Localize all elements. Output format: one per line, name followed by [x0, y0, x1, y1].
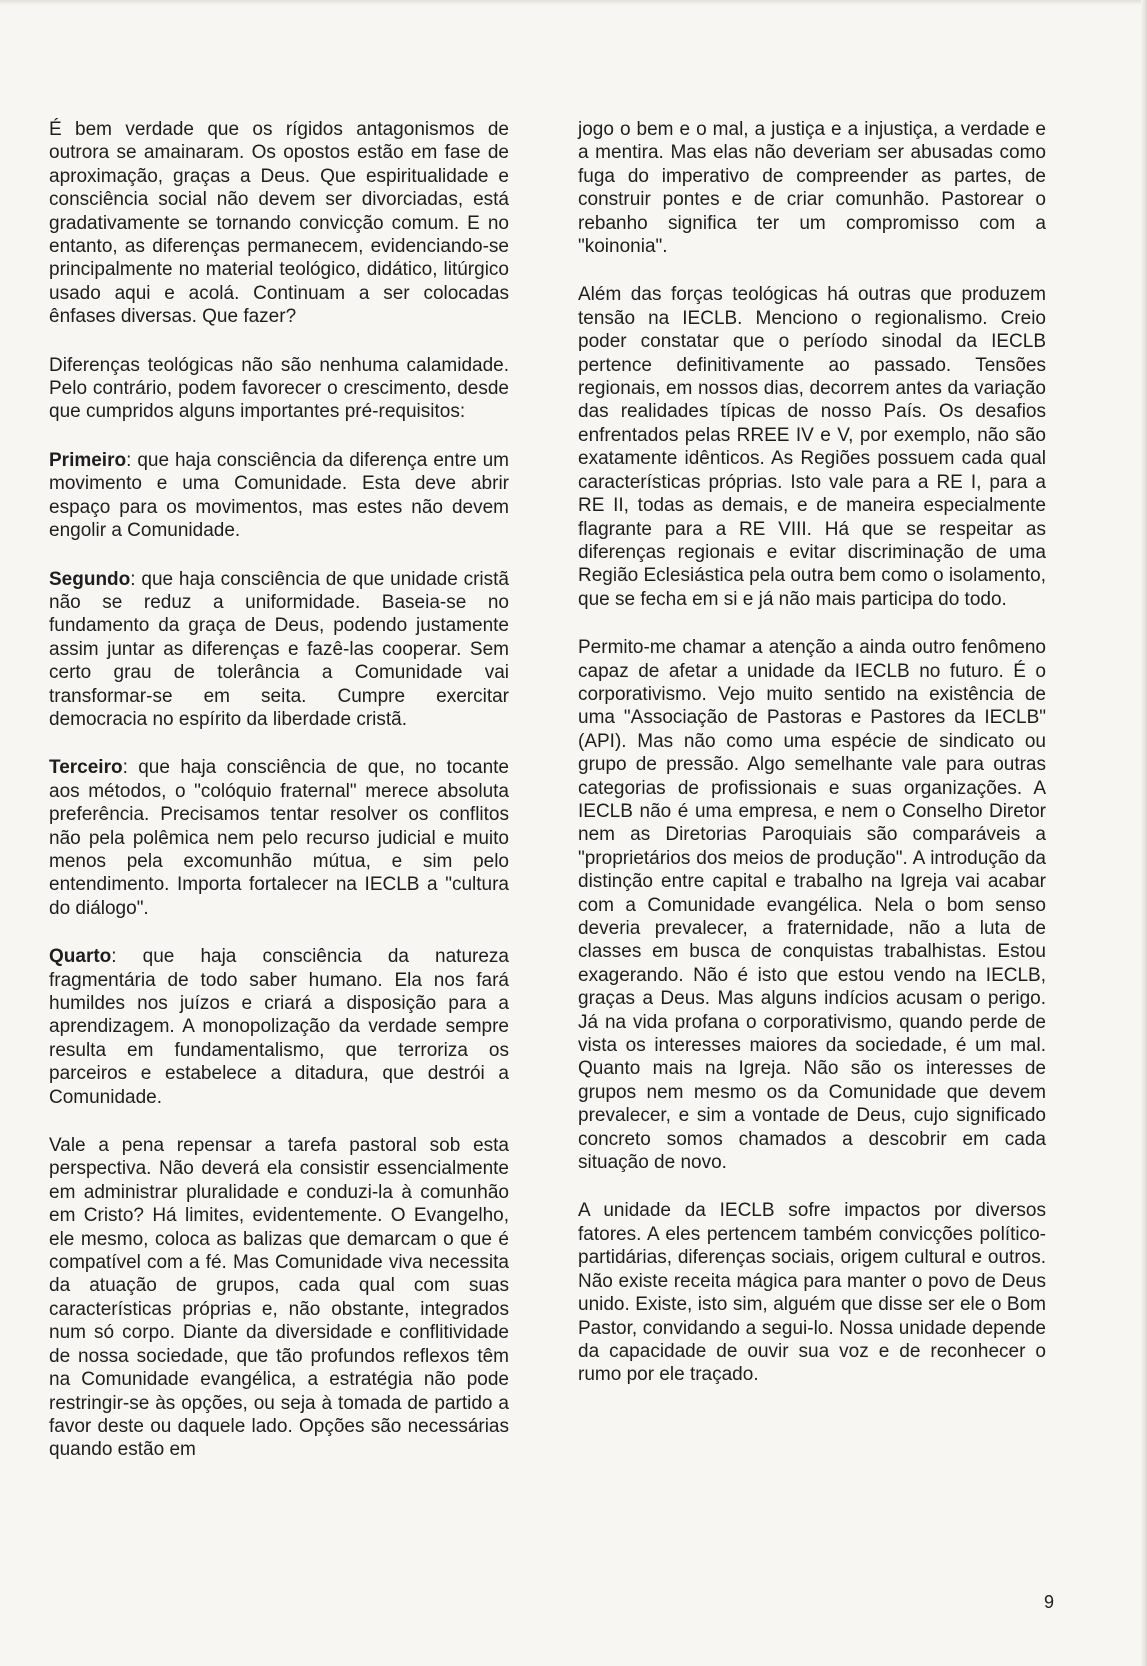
paragraph-lead: Primeiro	[49, 449, 127, 471]
paragraph-text: : que haja consciência de que unidade cristã não se reduz a uniformidade. Baseia-se no fundamento da graça de Deus, podendo justamente assim juntar as diferenças e fazê-las cooperar. Sem certo grau de tolerância a Comunidade vai transformar-se em seita. Cumpre exercitar democracia no espírito da liberdade cristã.	[49, 568, 509, 730]
paragraph-text: É bem verdade que os rígidos antagonismos de outrora se amainaram. Os opostos estão em fase de aproximação, graças a Deus. Que espiritualidade e consciência social não devem ser divorciadas, está gradativamente se tornando convicção comum. E no entanto, as diferenças permanecem, evidenciando-se principalmente no material teológico, didático, litúrgico usado aqui e acolá. Continuam a ser colocadas ênfases diversas. Que fazer?	[49, 119, 509, 328]
paragraph-text: Diferenças teológicas não são nenhuma calamidade. Pelo contrário, podem favorecer o crescimento, desde que cumpridos alguns importantes pré-requisitos:	[49, 354, 509, 423]
paragraph-text: Vale a pena repensar a tarefa pastoral sob esta perspectiva. Não deverá ela consistir essencialmente em administrar pluralidade e conduzi-la à comunhão em Cristo? Há limites, evidentemente. O Evangelho, ele mesmo, coloca as balizas que demarcam o que é compatível com a fé. Mas Comunidade viva necessita da atuação de grupos, cada qual com suas características próprias e, não obstante, integrados num só corpo. Diante da diversidade e conflitividade de nossa sociedade, que tão profundos reflexos têm na Comunidade evangélica, a estratégia não pode restringir-se às opções, ou seja à tomada de partido a favor deste ou daquele lado. Opções são necessárias quando estão em	[49, 1135, 509, 1461]
paragraph-text: Além das forças teológicas há outras que produzem tensão na IECLB. Menciono o regionalismo. Creio poder constatar que o período sinodal da IECLB pertence definitivamente ao passado. Tensões regionais, em nossos dias, decorrem antes da variação das realidades típicas de nosso País. Os desafios enfrentados pelas RREE IV e V, por exemplo, não são exatamente idênticos. As Regiões possuem cada qual características próprias. Isto vale para a RE I, para a RE II, todas as demais, e de maneira especialmente flagrante para a RE VIII. Há que se respeitar as diferenças regionais e evitar discriminação de uma Região Eclesiástica pela outra bem como o isolamento, que se fecha em si e já não mais participa do todo.	[578, 284, 1046, 610]
scan-shadow-top	[0, 0, 1147, 5]
paragraph-text: A unidade da IECLB sofre impactos por diversos fatores. A eles pertencem também convicções político-partidárias, diferenças sociais, origem cultural e outros. Não existe receita mágica para manter o povo de Deus unido. Existe, isto sim, alguém que disse ser ele o Bom Pastor, convidando a segui-lo. Nossa unidade depende da capacidade de ouvir sua voz e de reconhecer o rumo por ele traçado.	[578, 1200, 1046, 1386]
paragraph-text: : que haja consciência da diferença entre um movimento e uma Comunidade. Esta deve abrir espaço para os movimentos, mas estes não devem engolir a Comunidade.	[49, 449, 509, 542]
paragraph	[578, 1199, 1046, 1386]
paragraph-text: : que haja consciência da natureza fragmentária de todo saber humano. Ela nos fará humildes nos juízos e criará a disposição para a aprendizagem. A monopolização da verdade sempre resulta em fundamentalismo, que terroriza os parceiros e estabelece a ditadura, que destrói a Comunidade.	[49, 946, 509, 1108]
page-number: 9	[1043, 1592, 1054, 1612]
paragraph-lead: Segundo	[49, 568, 131, 590]
paragraph	[49, 354, 509, 424]
scan-shadow-right	[1141, 0, 1147, 1666]
paragraph-text: Permito-me chamar a atenção a ainda outro fenômeno capaz de afetar a unidade da IECLB no futuro. É o corporativismo. Vejo muito sentido na existência de uma "Associação de Pastoras e Pastores da IECLB" (API). Mas não como uma espécie de sindicato ou grupo de pressão. Algo semelhante vale para outras categorias de profissionais e suas organizações. A IECLB não é uma empresa, e nem o Conselho Diretor nem as Diretorias Paroquiais são comparáveis a "proprietários dos meios de produção". A introdução da distinção entre capital e trabalho na Igreja vai acabar com a Comunidade evangélica. Nela o bom senso deveria prevalecer, a fraternidade, não a luta de classes em busca de conquistas trabalhistas. Estou exagerando. Não é isto que estou vendo na IECLB, graças a Deus. Mas alguns indícios acusam o perigo. Já na vida profana o corporativismo, quando perde de vista os interesses maiores da sociedade, é um mal. Quanto mais na Igreja. Não são os interesses de grupos nem mesmo os da Comunidade que devem prevalecer, e sim a vontade de Deus, cujo significado concreto somos chamados a descobrir em cada situação de novo.	[578, 637, 1046, 1174]
right-column	[578, 118, 1046, 1412]
paragraph-primeiro	[49, 449, 509, 543]
paragraph-lead: Terceiro	[49, 757, 123, 779]
paragraph-segundo	[49, 568, 509, 732]
left-column	[49, 118, 509, 1487]
paragraph	[578, 283, 1046, 611]
paragraph-terceiro	[49, 756, 509, 920]
paragraph-text: : que haja consciência de que, no tocante aos métodos, o "colóquio fraternal" merece absoluta preferência. Precisamos tentar resolver os conflitos não pela polêmica nem pelo recurso judicial e muito menos pela excomunhão mútua, e sim pelo entendimento. Importa fortalecer na IECLB a "cultura do diálogo".	[49, 757, 509, 919]
paragraph	[578, 636, 1046, 1174]
paragraph-lead: Quarto	[49, 946, 112, 968]
paragraph-quarto	[49, 945, 509, 1109]
paragraph	[49, 1134, 509, 1462]
paragraph	[49, 118, 509, 329]
paragraph	[578, 118, 1046, 258]
paragraph-text: jogo o bem e o mal, a justiça e a injustiça, a verdade e a mentira. Mas elas não deveriam ser abusadas como fuga do imperativo de compreender as partes, de construir pontes e de criar comunhão. Pastorear o rebanho significa ter um compromisso com a "koinonia".	[578, 119, 1046, 258]
